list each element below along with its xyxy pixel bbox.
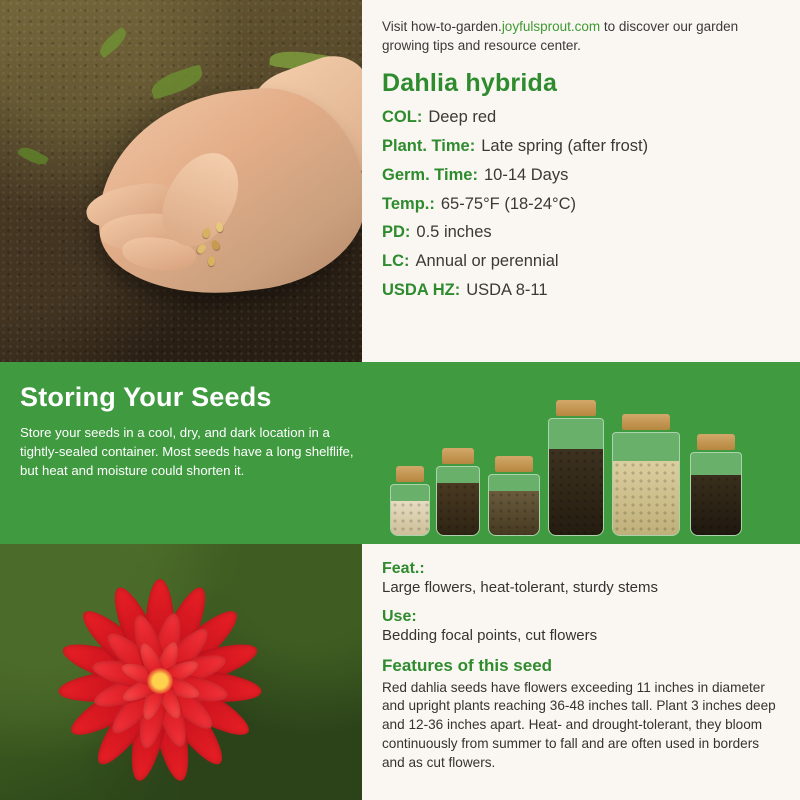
website-link[interactable]: joyfulsprout.com: [501, 19, 601, 34]
jar-glass: [436, 466, 480, 536]
spec-value: Deep red: [428, 108, 497, 127]
top-section: [0, 0, 800, 362]
dahlia-bloom: [26, 556, 294, 800]
species-title: Dahlia hybrida: [382, 69, 558, 98]
jar-contents: [437, 483, 479, 535]
seed-texture: [437, 483, 479, 535]
spec-key: USDA HZ:: [382, 281, 461, 300]
jar-contents: [489, 491, 539, 535]
details-panel: [362, 544, 800, 800]
soil-planting-photo: [0, 0, 362, 362]
seed-texture: [489, 491, 539, 535]
jar-glass: [548, 418, 604, 536]
features-body: Red dahlia seeds have flowers exceeding 11 inches in diameter and upright plants reaching 36-48 inches tall. Plant 3 inches deep and 12-36 inches apart. Heat- and drought-tolerant, they bloom continuously from summer to fall and are often used in borders and as cut flowers.: [382, 679, 776, 770]
cork-stopper-icon: [495, 456, 532, 472]
spec-key: Plant. Time:: [382, 137, 476, 156]
spec-row-col: [382, 108, 780, 128]
seed-jar: [436, 448, 480, 536]
spec-key: COL:: [382, 108, 423, 127]
jar-glass: [488, 474, 540, 536]
use-value: Bedding focal points, cut flowers: [382, 626, 598, 644]
spec-value: 65-75°F (18-24°C): [440, 194, 577, 213]
spec-key: Germ. Time:: [382, 165, 478, 184]
seed-texture: [549, 449, 603, 535]
storing-body: Store your seeds in a cool, dry, and dark location in a tightly-sealed container. Most seeds have a long shelflife, but heat and moisture could shorten it.: [20, 425, 354, 479]
seed-jar: [548, 400, 604, 536]
spec-value: 0.5 inches: [416, 223, 492, 242]
cork-stopper-icon: [697, 434, 734, 450]
seed-jar: [488, 456, 540, 536]
spec-value: 10-14 Days: [483, 165, 569, 184]
cork-stopper-icon: [396, 466, 425, 482]
jar-contents: [613, 461, 679, 535]
jar-glass: [690, 452, 742, 536]
cork-stopper-icon: [622, 414, 671, 430]
cork-stopper-icon: [442, 448, 474, 464]
jar-contents: [549, 449, 603, 535]
use-label: Use:: [382, 607, 417, 625]
spec-row-pd: [382, 223, 780, 243]
spec-row-usda-hz: [382, 281, 780, 301]
spec-row-temp: [382, 195, 780, 215]
seed-texture: [691, 475, 741, 535]
seed-texture: [613, 461, 679, 535]
jar-contents: [691, 475, 741, 535]
jar-contents: [391, 501, 429, 535]
visit-line: [382, 18, 780, 55]
feat-value: Large flowers, heat-tolerant, sturdy stems: [382, 579, 658, 596]
seed-jar: [690, 434, 742, 536]
spec-value: Annual or perennial: [415, 252, 559, 271]
visit-prefix: Visit how-to-garden.: [382, 19, 502, 34]
info-panel: [362, 0, 800, 362]
bottom-section: [0, 544, 800, 800]
jar-glass: [612, 432, 680, 536]
spec-row-germ-time: [382, 166, 780, 186]
seed-jars-photo: [372, 362, 800, 544]
cork-stopper-icon: [556, 400, 596, 416]
seed-jar: [612, 414, 680, 536]
spec-value: Late spring (after frost): [481, 137, 649, 156]
feat-label: Feat.:: [382, 560, 425, 577]
features-heading: Features of this seed: [382, 655, 553, 675]
jar-glass: [390, 484, 430, 536]
spec-key: PD:: [382, 223, 411, 242]
seed-jar: [390, 466, 430, 536]
spec-value: USDA 8-11: [466, 281, 548, 300]
visit-suffix: to discover our garden growing tips and resource center.: [382, 19, 739, 53]
dahlia-flower-photo: [0, 544, 362, 800]
seed-texture: [391, 501, 429, 535]
flower-center: [147, 668, 173, 694]
storing-text-block: [0, 362, 372, 544]
storing-seeds-band: [0, 362, 800, 544]
spec-row-plant-time: [382, 137, 780, 157]
spec-row-lc: [382, 252, 780, 272]
spec-key: Temp.:: [382, 194, 435, 213]
storing-title: Storing Your Seeds: [20, 382, 272, 412]
spec-key: LC:: [382, 252, 410, 271]
